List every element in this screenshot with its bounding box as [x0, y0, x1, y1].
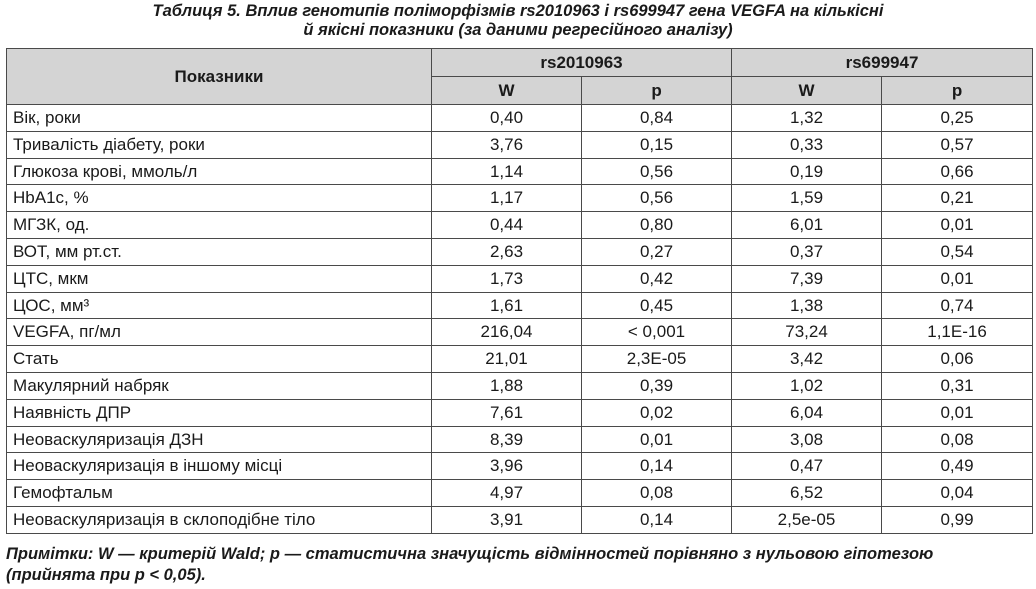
row-label: ЦОС, мм³ — [7, 292, 432, 319]
table-row — [7, 426, 1033, 453]
table-row — [7, 319, 1033, 346]
cell-w-rs2010963: 3,91 — [432, 506, 582, 533]
cell-w-rs699947: 7,39 — [732, 265, 882, 292]
cell-w-rs699947: 1,32 — [732, 105, 882, 132]
table-row — [7, 453, 1033, 480]
cell-p-rs2010963: 0,56 — [582, 158, 732, 185]
row-label: Макулярний набряк — [7, 372, 432, 399]
cell-w-rs699947: 1,59 — [732, 185, 882, 212]
cell-p-rs2010963: 0,02 — [582, 399, 732, 426]
cell-w-rs2010963: 216,04 — [432, 319, 582, 346]
cell-p-rs2010963: 0,08 — [582, 480, 732, 507]
header-w-rs2010963: W — [432, 77, 582, 105]
table-row — [7, 131, 1033, 158]
cell-p-rs699947: 0,01 — [882, 212, 1033, 239]
cell-p-rs699947: 0,74 — [882, 292, 1033, 319]
cell-w-rs2010963: 1,73 — [432, 265, 582, 292]
cell-p-rs2010963: 0,27 — [582, 238, 732, 265]
cell-p-rs699947: 0,31 — [882, 372, 1033, 399]
header-group-rs699947: rs699947 — [732, 49, 1033, 77]
cell-w-rs2010963: 1,61 — [432, 292, 582, 319]
cell-p-rs699947: 0,21 — [882, 185, 1033, 212]
cell-p-rs2010963: 0,42 — [582, 265, 732, 292]
header-w-rs699947: W — [732, 77, 882, 105]
cell-w-rs699947: 1,02 — [732, 372, 882, 399]
cell-p-rs699947: 0,01 — [882, 399, 1033, 426]
row-label: ВОТ, мм рт.ст. — [7, 238, 432, 265]
note-line-2: (прийнята при p < 0,05). — [6, 566, 206, 584]
row-label: Гемофтальм — [7, 480, 432, 507]
cell-w-rs2010963: 0,40 — [432, 105, 582, 132]
row-label: Неоваскуляризація ДЗН — [7, 426, 432, 453]
caption-line-2: й якісні показники (за даними регресійного аналізу) — [303, 21, 733, 39]
table-row — [7, 105, 1033, 132]
row-label: HbA1c, % — [7, 185, 432, 212]
cell-p-rs2010963: 0,84 — [582, 105, 732, 132]
cell-p-rs699947: 0,66 — [882, 158, 1033, 185]
row-label: Тривалість діабету, роки — [7, 131, 432, 158]
cell-w-rs2010963: 8,39 — [432, 426, 582, 453]
cell-p-rs699947: 0,99 — [882, 506, 1033, 533]
cell-w-rs699947: 2,5е-05 — [732, 506, 882, 533]
table-note — [6, 544, 1036, 586]
note-line-1: Примітки: W — критерій Wald; p — статистична значущість відмінностей порівняно з нульовою гіпотезою — [6, 545, 934, 563]
cell-w-rs699947: 6,52 — [732, 480, 882, 507]
cell-p-rs2010963: < 0,001 — [582, 319, 732, 346]
cell-w-rs2010963: 4,97 — [432, 480, 582, 507]
row-label: МГЗК, од. — [7, 212, 432, 239]
table-row — [7, 506, 1033, 533]
cell-p-rs2010963: 0,39 — [582, 372, 732, 399]
header-p-rs2010963: p — [582, 77, 732, 105]
table-row — [7, 185, 1033, 212]
cell-p-rs699947: 0,57 — [882, 131, 1033, 158]
header-group-rs2010963: rs2010963 — [432, 49, 732, 77]
cell-p-rs699947: 0,25 — [882, 105, 1033, 132]
cell-w-rs699947: 0,19 — [732, 158, 882, 185]
cell-w-rs2010963: 3,96 — [432, 453, 582, 480]
row-label: VEGFA, пг/мл — [7, 319, 432, 346]
cell-w-rs699947: 3,08 — [732, 426, 882, 453]
row-label: Глюкоза крові, ммоль/л — [7, 158, 432, 185]
cell-w-rs2010963: 7,61 — [432, 399, 582, 426]
cell-p-rs699947: 0,54 — [882, 238, 1033, 265]
cell-w-rs699947: 6,01 — [732, 212, 882, 239]
table-row — [7, 372, 1033, 399]
table-row — [7, 399, 1033, 426]
cell-w-rs699947: 0,33 — [732, 131, 882, 158]
cell-p-rs2010963: 0,14 — [582, 506, 732, 533]
cell-p-rs699947: 1,1E-16 — [882, 319, 1033, 346]
cell-w-rs2010963: 1,14 — [432, 158, 582, 185]
cell-w-rs2010963: 2,63 — [432, 238, 582, 265]
table-row — [7, 212, 1033, 239]
cell-p-rs2010963: 2,3E-05 — [582, 346, 732, 373]
cell-p-rs699947: 0,49 — [882, 453, 1033, 480]
cell-p-rs2010963: 0,56 — [582, 185, 732, 212]
cell-p-rs699947: 0,08 — [882, 426, 1033, 453]
cell-w-rs2010963: 0,44 — [432, 212, 582, 239]
table-row — [7, 238, 1033, 265]
cell-w-rs2010963: 3,76 — [432, 131, 582, 158]
results-table — [6, 48, 1033, 534]
cell-w-rs699947: 3,42 — [732, 346, 882, 373]
cell-w-rs2010963: 1,17 — [432, 185, 582, 212]
row-label: Наявність ДПР — [7, 399, 432, 426]
header-indicators: Показники — [7, 49, 432, 105]
table-caption — [0, 2, 1036, 40]
row-label: Неоваскуляризація в склоподібне тіло — [7, 506, 432, 533]
cell-w-rs699947: 6,04 — [732, 399, 882, 426]
row-label: Неоваскуляризація в іншому місці — [7, 453, 432, 480]
cell-w-rs2010963: 21,01 — [432, 346, 582, 373]
cell-p-rs699947: 0,04 — [882, 480, 1033, 507]
cell-w-rs699947: 1,38 — [732, 292, 882, 319]
table-row — [7, 265, 1033, 292]
table-body — [7, 105, 1033, 534]
header-row-groups — [7, 49, 1033, 77]
cell-p-rs2010963: 0,80 — [582, 212, 732, 239]
cell-w-rs699947: 0,47 — [732, 453, 882, 480]
row-label: Стать — [7, 346, 432, 373]
cell-w-rs2010963: 1,88 — [432, 372, 582, 399]
cell-p-rs2010963: 0,14 — [582, 453, 732, 480]
table-row — [7, 158, 1033, 185]
table-row — [7, 292, 1033, 319]
row-label: ЦТС, мкм — [7, 265, 432, 292]
cell-p-rs2010963: 0,01 — [582, 426, 732, 453]
caption-line-1: Таблиця 5. Вплив генотипів поліморфізмів rs2010963 і rs699947 гена VEGFA на кількісні — [152, 2, 884, 20]
cell-p-rs2010963: 0,15 — [582, 131, 732, 158]
table-row — [7, 346, 1033, 373]
cell-w-rs699947: 73,24 — [732, 319, 882, 346]
table-header — [7, 49, 1033, 105]
cell-p-rs2010963: 0,45 — [582, 292, 732, 319]
cell-p-rs699947: 0,06 — [882, 346, 1033, 373]
header-p-rs699947: p — [882, 77, 1033, 105]
cell-p-rs699947: 0,01 — [882, 265, 1033, 292]
cell-w-rs699947: 0,37 — [732, 238, 882, 265]
table-row — [7, 480, 1033, 507]
row-label: Вік, роки — [7, 105, 432, 132]
